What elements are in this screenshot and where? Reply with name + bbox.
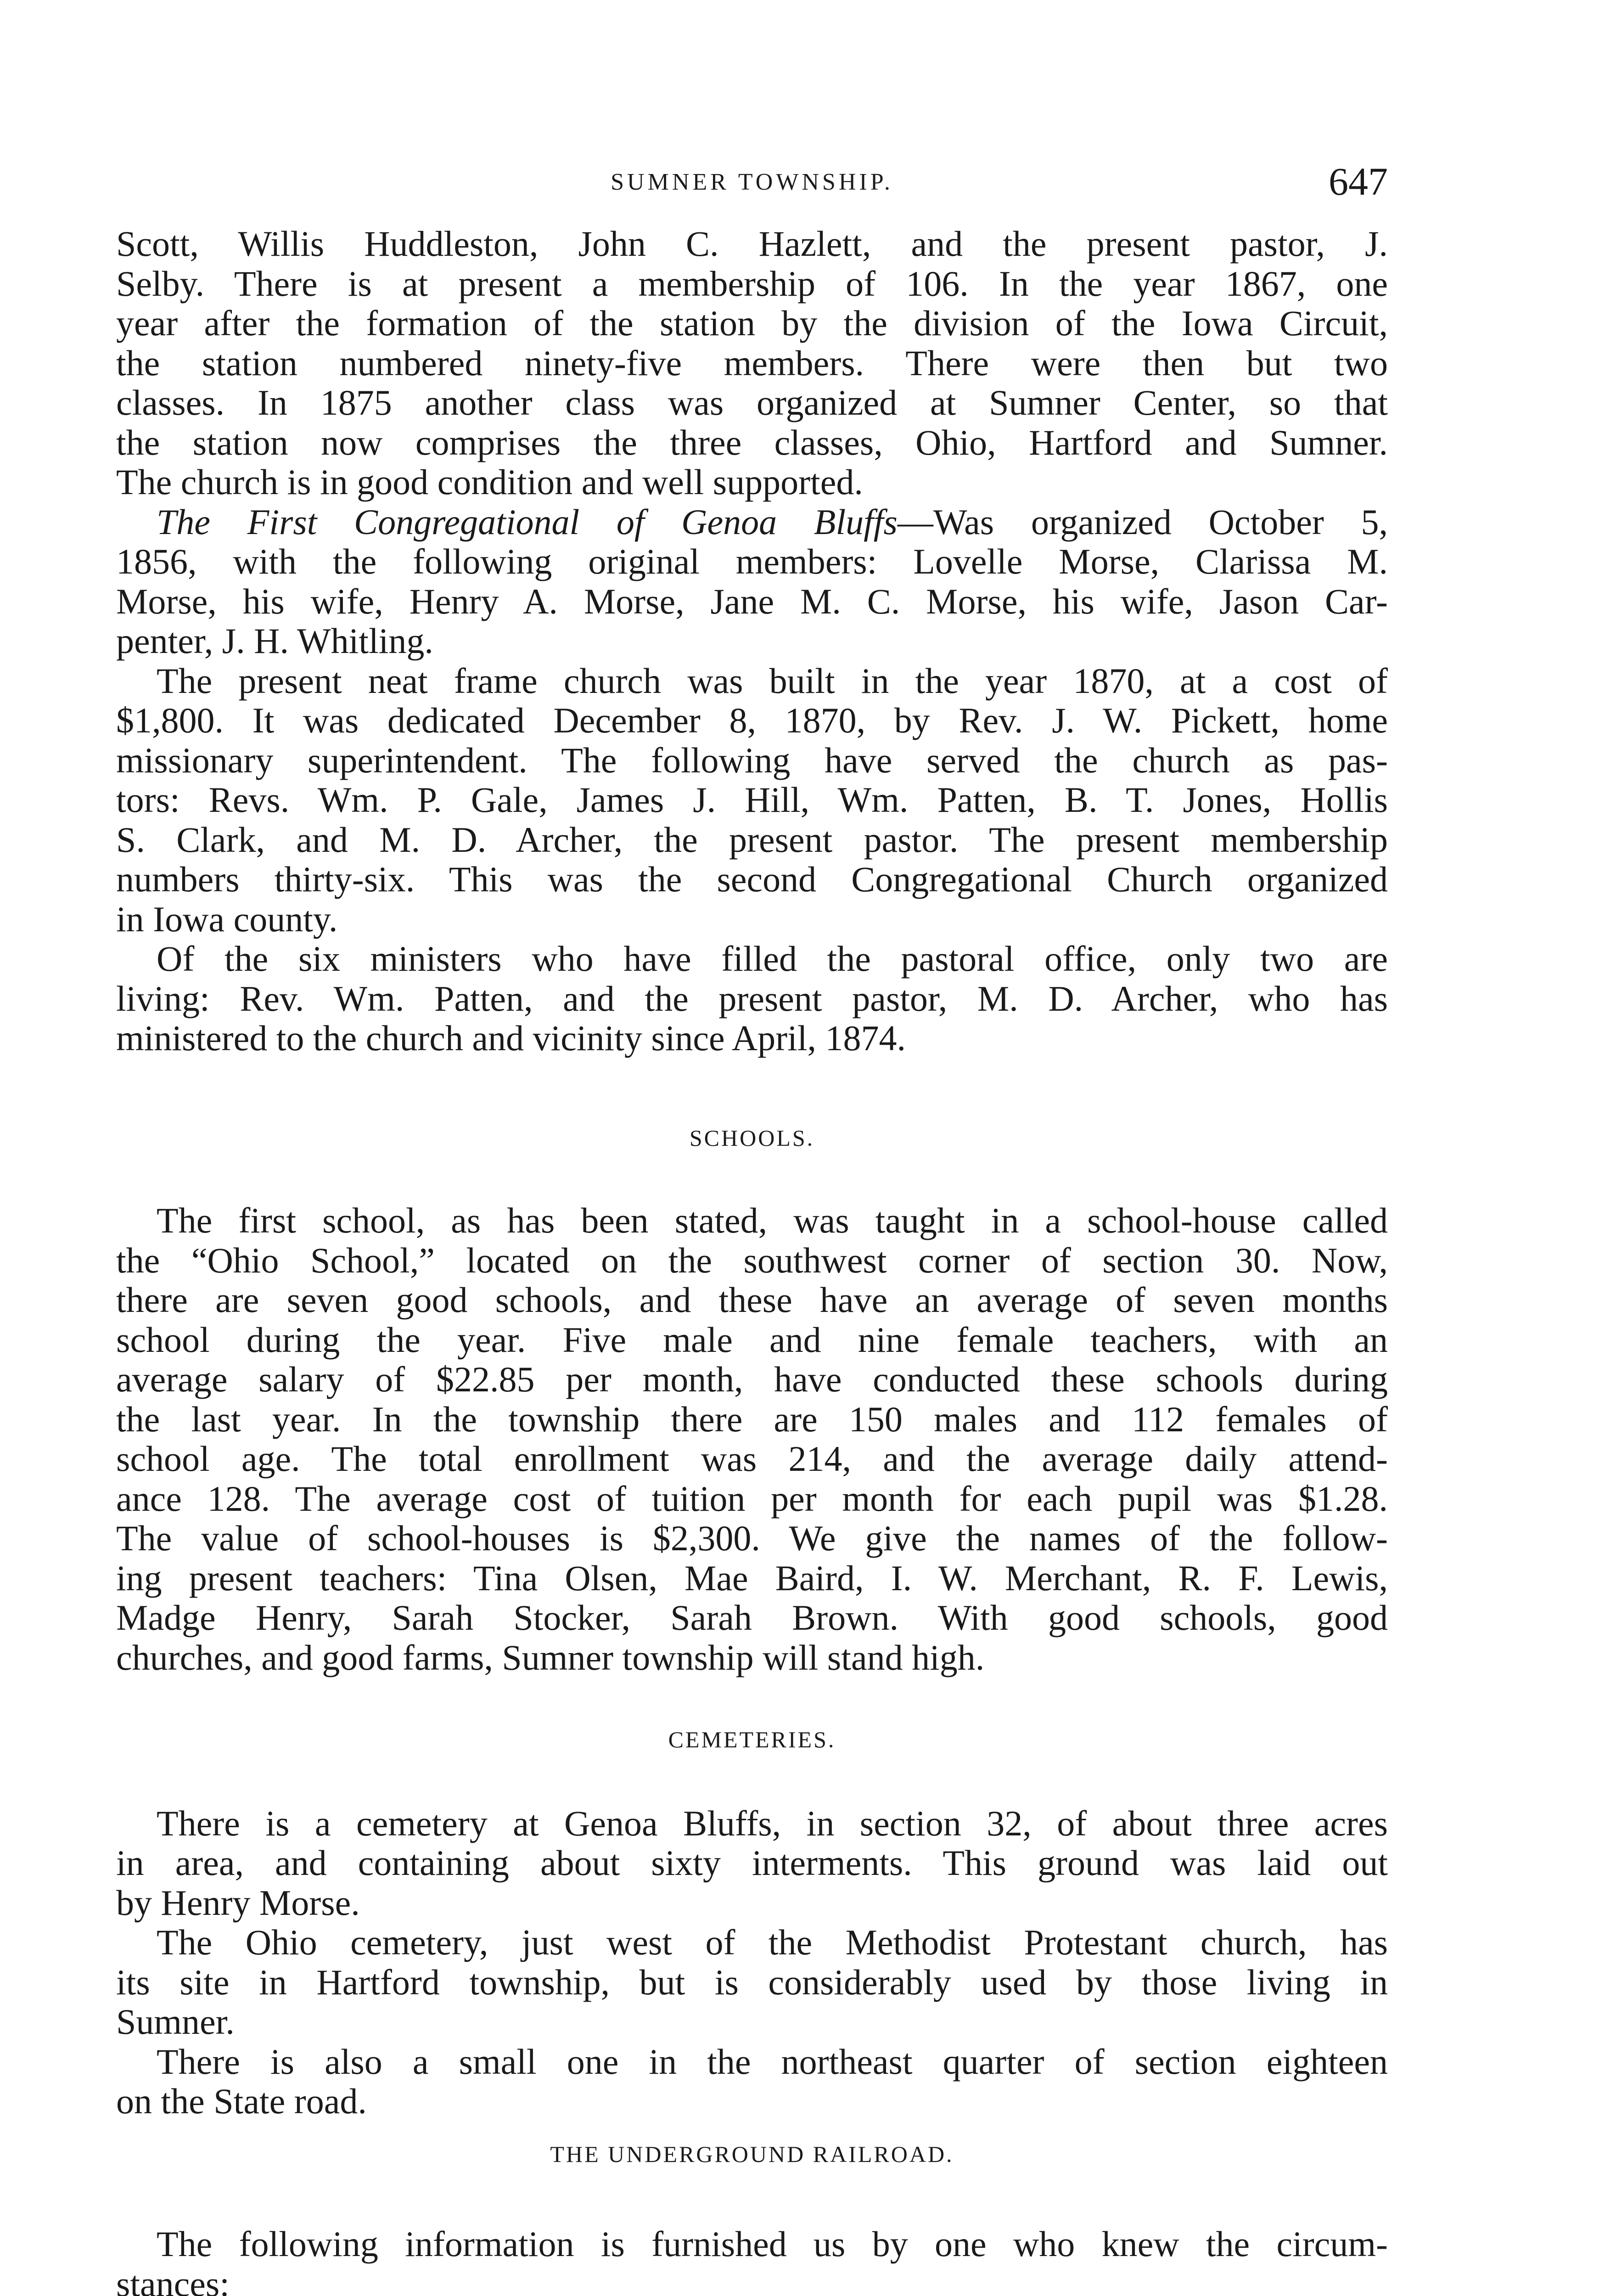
cemeteries-heading: CEMETERIES. xyxy=(668,1727,836,1752)
text-line: $1,800. It was dedicated December 8, 1870, by Rev. J. W. Pickett, home xyxy=(116,700,1388,740)
text-line: The value of school-houses is $2,300. We give the names of the follow- xyxy=(116,1518,1388,1558)
section-gap xyxy=(116,1158,1388,1201)
running-title: SUMNER TOWNSHIP. xyxy=(611,169,893,195)
text-line: The church is in good condition and well supported. xyxy=(116,462,863,502)
underground-railroad-heading: THE UNDERGROUND RAILROAD. xyxy=(550,2141,954,2167)
genoa-cemetery-paragraph xyxy=(116,1804,1388,1923)
running-head xyxy=(116,158,1388,209)
section-gap xyxy=(116,1058,1388,1118)
text-line: The following information is furnished us by one who knew the circum- xyxy=(157,2224,1388,2264)
church-building-paragraph xyxy=(116,661,1388,940)
text-line: the last year. In the township there are 150 males and 112 females of xyxy=(116,1399,1388,1439)
text-line: 1856, with the following original members: Lovelle Morse, Clarissa M. xyxy=(116,541,1388,581)
text-line: in Iowa county. xyxy=(116,899,338,939)
text-line: living: Rev. Wm. Patten, and the present pastor, M. D. Archer, who has xyxy=(116,978,1388,1019)
text-line: There is a cemetery at Genoa Bluffs, in section 32, of about three acres xyxy=(157,1803,1388,1843)
page-number: 647 xyxy=(1329,159,1388,203)
section-gap xyxy=(116,1677,1388,1720)
text-line: stances: xyxy=(116,2263,230,2296)
text-line: numbers thirty-six. This was the second Congregational Church organized xyxy=(116,859,1388,899)
text-line: its site in Hartford township, but is considerably used by those living in xyxy=(116,1962,1388,2002)
text-line: average salary of $22.85 per month, have conducted these schools during xyxy=(116,1359,1388,1399)
text-line: S. Clark, and M. D. Archer, the present pastor. The present membership xyxy=(116,819,1388,860)
text-line: missionary superintendent. The following have served the church as pas- xyxy=(116,740,1388,780)
text-line: the station now comprises the three classes, Ohio, Hartford and Sumner. xyxy=(116,422,1388,462)
text-line: Madge Henry, Sarah Stocker, Sarah Brown. With good schools, good xyxy=(116,1598,1388,1638)
underground-railroad-paragraph xyxy=(116,2224,1388,2296)
text-line: Selby. There is at present a membership of 106. In the year 1867, one xyxy=(116,263,1388,304)
congregational-first-line-rest: —Was organized October 5, xyxy=(897,501,1388,542)
text-line: on the State road. xyxy=(116,2081,367,2121)
page-body xyxy=(116,224,1388,2296)
ohio-cemetery-paragraph xyxy=(116,1923,1388,2042)
text-line: classes. In 1875 another class was organized at Sumner Center, so that xyxy=(116,383,1388,422)
schools-heading: SCHOOLS. xyxy=(689,1125,815,1151)
text-line: in area, and containing about sixty interments. This ground was laid out xyxy=(116,1843,1388,1883)
text-line: ministered to the church and vicinity since April, 1874. xyxy=(116,1018,906,1058)
section-gap xyxy=(116,2122,1388,2134)
congregational-paragraph xyxy=(116,502,1388,661)
ministers-paragraph xyxy=(116,939,1388,1058)
schools-paragraph xyxy=(116,1201,1388,1677)
text-line: penter, J. H. Whitling. xyxy=(116,621,433,661)
text-line: school age. The total enrollment was 214, and the average daily attend- xyxy=(116,1439,1388,1479)
text-line: year after the formation of the station by the division of the Iowa Circuit, xyxy=(116,303,1388,343)
methodist-paragraph xyxy=(116,224,1388,502)
congregational-title: The First Congregational of Genoa Bluffs xyxy=(157,501,898,542)
text-line: The first school, as has been stated, was taught in a school-house called xyxy=(157,1200,1388,1240)
text-line xyxy=(116,502,1388,542)
small-cemetery-paragraph xyxy=(116,2042,1388,2122)
text-line: ance 128. The average cost of tuition per month for each pupil was $1.28. xyxy=(116,1478,1388,1519)
text-line: school during the year. Five male and nine female teachers, with an xyxy=(116,1319,1388,1360)
text-line: There is also a small one in the northeast quarter of section eighteen xyxy=(157,2041,1388,2082)
text-line: the “Ohio School,” located on the southwest corner of section 30. Now, xyxy=(116,1240,1388,1280)
text-line: The present neat frame church was built in the year 1870, at a cost of xyxy=(157,660,1388,701)
section-gap xyxy=(116,2174,1388,2224)
text-line: Of the six ministers who have filled the pastoral office, only two are xyxy=(157,939,1388,979)
text-line: churches, and good farms, Sumner township will stand high. xyxy=(116,1637,985,1677)
text-line: the station numbered ninety-five members. There were then but two xyxy=(116,343,1388,383)
text-line: The Ohio cemetery, just west of the Methodist Protestant church, has xyxy=(157,1922,1388,1962)
section-gap xyxy=(116,1760,1388,1804)
text-line: by Henry Morse. xyxy=(116,1882,360,1923)
text-line: there are seven good schools, and these have an average of seven months xyxy=(116,1280,1388,1320)
text-line: Scott, Willis Huddleston, John C. Hazlett, and the present pastor, J. xyxy=(116,224,1388,264)
text-line: ing present teachers: Tina Olsen, Mae Baird, I. W. Merchant, R. F. Lewis, xyxy=(116,1558,1388,1598)
text-line: Morse, his wife, Henry A. Morse, Jane M. C. Morse, his wife, Jason Car- xyxy=(116,581,1388,621)
text-line: Sumner. xyxy=(116,2002,235,2042)
text-line: tors: Revs. Wm. P. Gale, James J. Hill, Wm. Patten, B. T. Jones, Hollis xyxy=(116,780,1388,820)
